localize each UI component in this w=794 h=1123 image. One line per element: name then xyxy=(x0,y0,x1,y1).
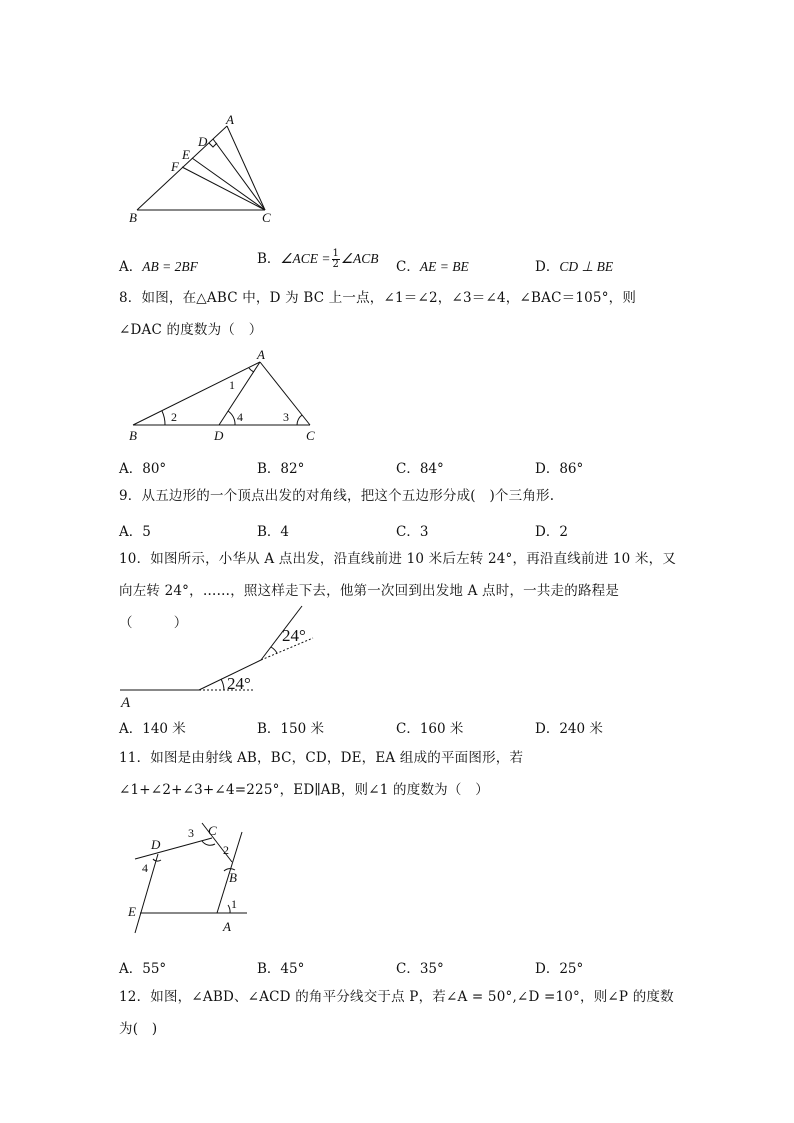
option-expression-tail: ∠ACB xyxy=(340,251,379,266)
q10-option-a[interactable]: A．140 米 xyxy=(119,721,186,737)
angle-1-label: 1 xyxy=(229,378,235,392)
label-e: E xyxy=(182,147,190,162)
option-letter: D． xyxy=(535,259,560,275)
fraction-denominator: 2 xyxy=(332,259,339,270)
angle-2-label: 2 xyxy=(223,843,229,857)
label-f: F xyxy=(171,159,179,174)
q11-option-a[interactable]: A．55° xyxy=(119,961,167,977)
q8-option-a[interactable]: A．80° xyxy=(119,461,167,477)
angle-4-label: 4 xyxy=(237,410,243,424)
angle-4-label: 4 xyxy=(142,861,148,875)
q9-text: 9．从五边形的一个顶点出发的对角线，把这个五边形分成( )个三角形. xyxy=(119,488,555,504)
option-letter: A． xyxy=(119,259,143,275)
q10-option-c[interactable]: C．160 米 xyxy=(396,721,464,737)
q9-option-d[interactable]: D．2 xyxy=(535,524,568,540)
q7-options xyxy=(119,248,679,275)
figure-q11 xyxy=(120,818,255,943)
figure-q8 xyxy=(125,348,325,448)
label-d: D xyxy=(198,134,208,149)
label-a: A xyxy=(226,112,234,127)
label-c: C xyxy=(306,428,315,443)
label-b: B xyxy=(129,428,137,443)
q9-option-c[interactable]: C．3 xyxy=(396,524,429,540)
option-expression: CD ⊥ BE xyxy=(559,259,614,274)
label-a: A xyxy=(257,348,265,362)
option-expression: AE = BE xyxy=(419,259,469,274)
angle-2-label: 2 xyxy=(171,410,177,424)
label-e: E xyxy=(128,904,136,919)
angle-label-1: 24° xyxy=(227,674,251,693)
option-expression: AB = 2BF xyxy=(142,259,198,274)
q9-option-a[interactable]: A．5 xyxy=(119,524,151,540)
option-letter: C． xyxy=(396,259,420,275)
q8-options xyxy=(119,457,679,477)
q9-options xyxy=(119,520,679,540)
q7-option-b[interactable] xyxy=(257,247,379,270)
fraction xyxy=(332,249,340,270)
option-letter: B． xyxy=(257,251,281,267)
q10-options xyxy=(119,717,679,737)
q11-text: 11．如图是由射线 AB，BC，CD，DE，EA 组成的平面图形，若∠1+∠2+∠3+∠4=225°，ED∥AB，则∠1 的度数为（ ） xyxy=(119,750,524,798)
label-c: C xyxy=(262,210,271,225)
q8-option-c[interactable]: C．84° xyxy=(396,461,444,477)
q10-option-d[interactable]: D．240 米 xyxy=(535,721,603,737)
q8-text: 8．如图，在△ABC 中，D 为 BC 上一点，∠1＝∠2，∠3＝∠4，∠BAC＝105°，则∠DAC 的度数为（ ） xyxy=(119,290,637,338)
angle-3-label: 3 xyxy=(188,826,194,840)
fraction-numerator: 1 xyxy=(332,248,339,259)
q11-option-c[interactable]: C．35° xyxy=(396,961,444,977)
label-b: B xyxy=(129,210,137,225)
start-label-a: A xyxy=(121,695,131,710)
label-b: B xyxy=(229,870,237,885)
q12-text: 12．如图，∠ABD、∠ACD 的角平分线交于点 P，若∠A = 50°,∠D =10°，则∠P 的度数为( ) xyxy=(119,989,674,1037)
q7-option-c[interactable] xyxy=(396,255,469,275)
angle-label-2: 24° xyxy=(282,626,306,645)
label-d: D xyxy=(151,837,161,852)
label-c: C xyxy=(208,823,217,838)
figure-q10 xyxy=(115,600,315,710)
q11-option-d[interactable]: D．25° xyxy=(535,961,584,977)
q10-option-b[interactable]: B．150 米 xyxy=(257,721,324,737)
option-expression: ∠ACE = xyxy=(280,251,331,266)
angle-1-label: 1 xyxy=(231,897,237,911)
q7-option-a[interactable] xyxy=(119,255,198,275)
label-a: A xyxy=(223,919,231,934)
q7-option-d[interactable] xyxy=(535,255,613,275)
q8-option-d[interactable]: D．86° xyxy=(535,461,584,477)
angle-3-label: 3 xyxy=(283,410,289,424)
figure-q7 xyxy=(125,112,285,227)
q8-option-b[interactable]: B．82° xyxy=(257,461,305,477)
q11-option-b[interactable]: B．45° xyxy=(257,961,305,977)
q9-option-b[interactable]: B．4 xyxy=(257,524,290,540)
q10-text: 10．如图所示，小华从 A 点出发，沿直线前进 10 米后左转 24°，再沿直线前进 10 米，又向左转 24°，……，照这样走下去，他第一次回到出发地 A 点时，一共走的路程是（ ） xyxy=(119,551,677,631)
q11-options xyxy=(119,957,679,977)
label-d: D xyxy=(214,428,224,443)
